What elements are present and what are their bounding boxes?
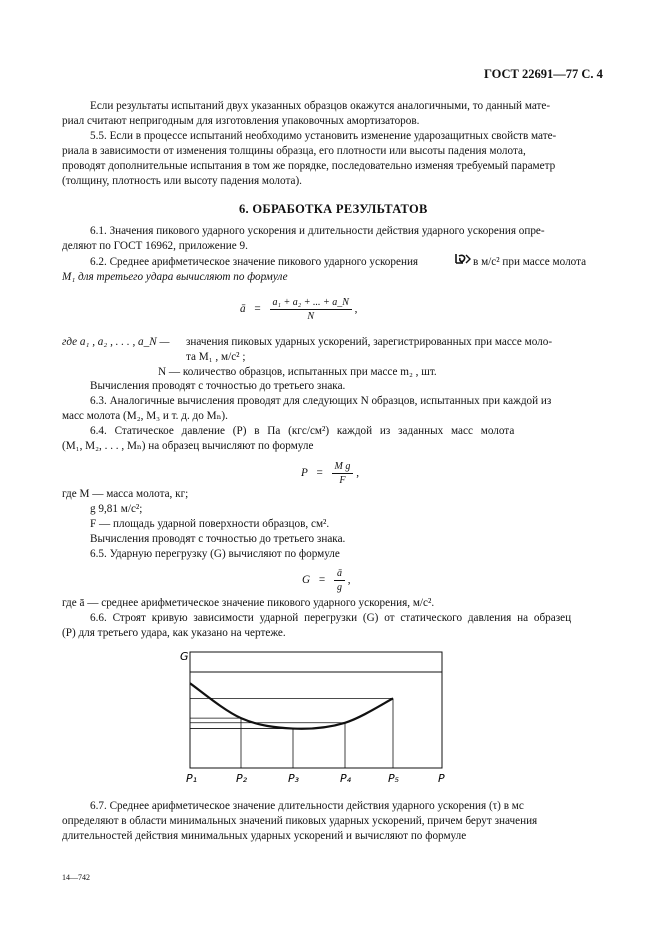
p6-4-line-2: (M₁, M₂, . . . , Mₙ) на образец вычисляют по формуле	[62, 440, 314, 452]
chart-xtick-6: P	[438, 772, 445, 785]
where1-line-4: Вычисления проводят с точностью до третьего знака.	[90, 380, 346, 392]
a-bar-symbol-icon	[454, 251, 472, 267]
where1-line-1b: значения пиковых ударных ускорений, зарегистрированных при массе моло-	[186, 336, 553, 348]
formula2-eq: =	[316, 467, 323, 480]
formula1-tail: ,	[354, 303, 358, 316]
where2-line-2: g 9,81 м/с²;	[90, 503, 143, 515]
p6-1-line-2: деляют по ГОСТ 16962, приложение 9.	[62, 240, 248, 252]
intro-line-1: Если результаты испытаний двух указанных образцов окажутся аналогичными, то данный мате-	[90, 100, 551, 112]
formula2-numerator: M g	[332, 461, 354, 474]
formula-mean-acceleration	[240, 297, 357, 322]
p6-4-line-1: 6.4. Статическое давление (P) в Па (кгс/см²) каждой из заданных масс молота	[90, 425, 515, 437]
formula1-eq: =	[254, 303, 261, 316]
chart-xtick-3: P₃	[288, 772, 300, 785]
p6-3-line-2: масс молота (M₂, M₃ и т. д. до Mₙ).	[62, 410, 228, 422]
p6-2-line-2: M₁ для третьего удара вычисляют по формуле	[62, 271, 288, 283]
formula1-denominator: N	[307, 311, 315, 322]
page-header-title: ГОСТ 22691—77 С. 4	[484, 67, 603, 81]
where1-line-1a: где a₁ , a₂ , . . . , a_N —	[62, 336, 170, 348]
chart-xtick-2: P₂	[236, 772, 248, 785]
where2-line-1: где M — масса молота, кг;	[62, 488, 189, 500]
p5-5-line-2: риала в зависимости от изменения толщины образца, его плотности или высоты падения молота,	[62, 145, 526, 157]
where1-line-3: N — количество образцов, испытанных при массе m₂ , шт.	[158, 366, 437, 378]
formula2-denominator: F	[339, 475, 346, 486]
footer-code: 14—742	[62, 873, 90, 882]
p5-5-line-1: 5.5. Если в процессе испытаний необходимо установить изменение ударозащитных свойств мате-	[90, 130, 557, 142]
chart-ylabel: G	[180, 650, 189, 663]
where2-line-3: F — площадь ударной поверхности образцов, см².	[90, 518, 330, 530]
formula3-eq: =	[318, 574, 326, 587]
p6-7-line-1: 6.7. Среднее арифметическое значение длительности действия ударного ускорения (τ) в мс	[90, 800, 524, 812]
chart-series-line	[190, 683, 393, 728]
section-title: 6. ОБРАБОТКА РЕЗУЛЬТАТОВ	[239, 202, 428, 216]
formula2-lhs: P	[301, 467, 308, 480]
formula3-fraction	[334, 568, 345, 593]
formula-static-pressure	[301, 461, 359, 486]
where2-line-4: Вычисления проводят с точностью до третьего знака.	[90, 533, 346, 545]
formula1-lhs: ā	[240, 303, 246, 316]
formula1-numerator: a₁ + a₂ + ... + a_N	[270, 297, 352, 310]
g-vs-p-chart	[170, 640, 470, 790]
p6-7-line-3: длительностей действия минимальных ударных ускорений и вычисляют по формуле	[62, 830, 467, 842]
p6-5-line: 6.5. Ударную перегрузку (G) вычисляют по формуле	[90, 548, 340, 560]
p6-3-line-1: 6.3. Аналогичные вычисления проводят для следующих N образцов, испытанных при каждой из	[90, 395, 552, 407]
where1-line-2: та M₁ , м/с² ;	[186, 351, 246, 363]
p6-1-line-1: 6.1. Значения пикового ударного ускорения и длительности действия ударного ускорения опре-	[90, 225, 545, 237]
formula2-fraction	[332, 461, 354, 486]
chart-xtick-5: P₅	[388, 772, 400, 785]
formula3-numerator: ā	[334, 568, 345, 581]
formula-impact-overload	[302, 568, 351, 593]
p6-6-line-2: (P) для третьего удара, как указано на чертеже.	[62, 627, 286, 639]
formula1-fraction	[270, 297, 352, 322]
formula3-lhs: G	[302, 574, 311, 587]
p6-6-line-1: 6.6. Строят кривую зависимости ударной перегрузки (G) от статического давления на образец	[90, 612, 572, 624]
where3-line: где ā — среднее арифметическое значение пикового ударного ускорения, м/с².	[62, 597, 435, 609]
formula3-tail: ,	[347, 574, 351, 587]
p5-5-line-4: (толщину, плотность или высоту падения молота).	[62, 175, 302, 187]
p5-5-line-3: проводят дополнительные испытания в том же порядке, последовательно изменяя требуемый параметр	[62, 160, 556, 172]
p6-2-line-1a: 6.2. Среднее арифметическое значение пикового ударного ускорения	[90, 256, 419, 268]
intro-line-2: риал считают непригодным для изготовления упаковочных амортизаторов.	[62, 115, 420, 127]
chart-xtick-4: P₄	[340, 772, 352, 785]
formula3-denominator: g	[337, 582, 342, 593]
p6-7-line-2: определяют в области минимальных значений пиковых ударных ускорений, причем берут значения	[62, 815, 538, 827]
p6-2-line-1b: в м/с² при массе молота	[473, 256, 587, 268]
chart-xtick-1: P₁	[186, 772, 198, 785]
formula2-tail: ,	[356, 467, 359, 480]
